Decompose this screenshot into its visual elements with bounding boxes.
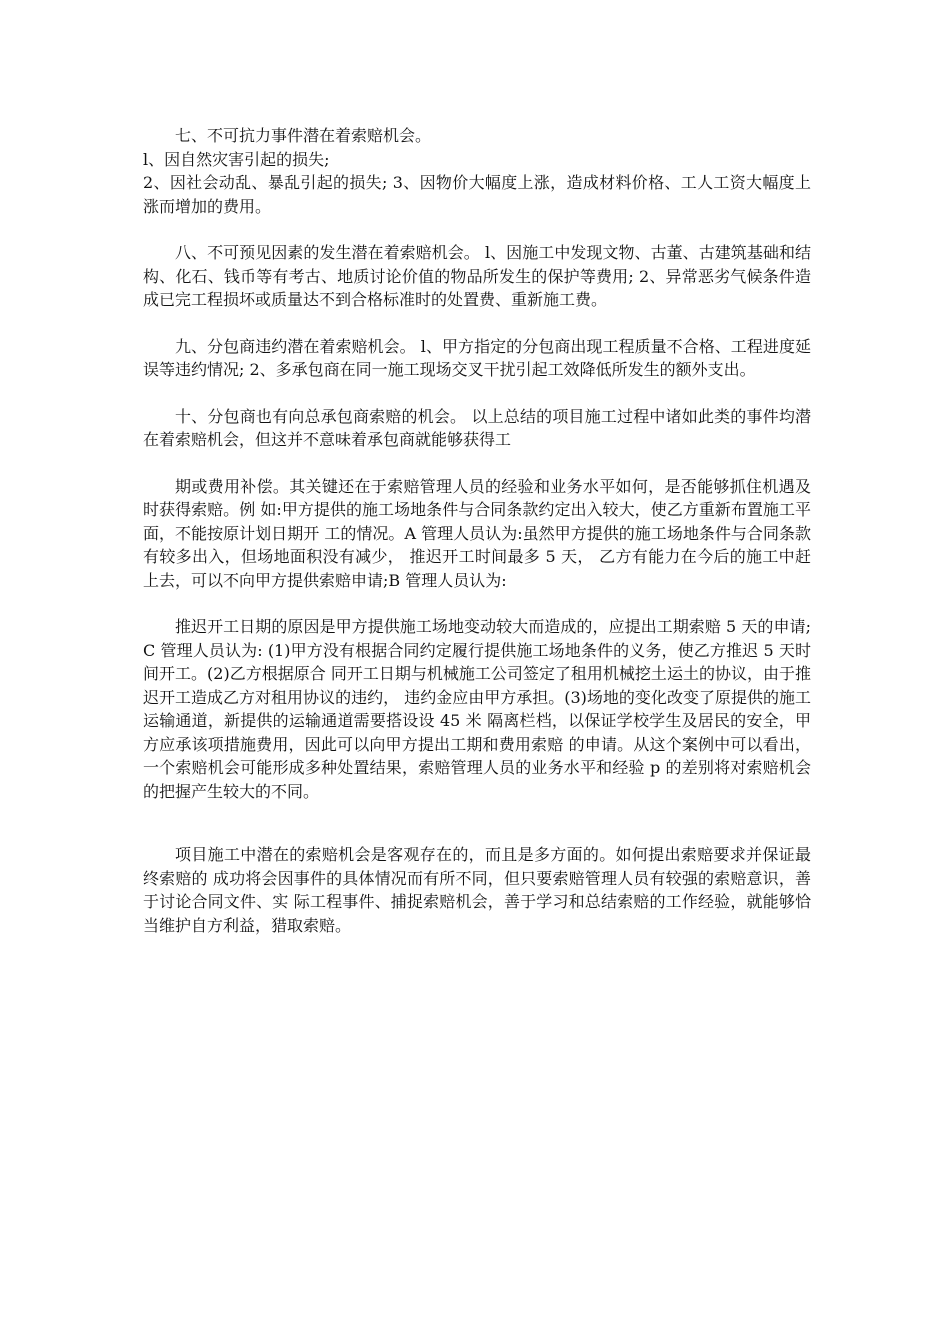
section-7-items-2-3: 2、因社会动乱、暴乱引起的损失; 3、因物价大幅度上涨，造成材料价格、工人工资大幅度上涨而增加的费用。 — [143, 173, 811, 216]
section-8-paragraph: 八、不可预见因素的发生潜在着索赔机会。 l、因施工中发现文物、古董、古建筑基础和结构、化石、钱币等有考古、地质讨论价值的物品所发生的保护等费用; 2、异常恶劣气候条件造成已完工程损坏或质量达不到合格标准时的处置费、重新施工费。 — [143, 243, 811, 309]
delay-paragraph: 推迟开工日期的原因是甲方提供施工场地变动较大而造成的，应提出工期索赔 5 天的申请;C 管理人员认为: (1)甲方没有根据合同约定履行提供施工场地条件的义务，使乙方推迟 5 天时间开工。(2)乙方根据原合 同开工日期与机械施工公司签定了租用机械挖土运土的协议，由于推迟开工造成乙方对租用协议的违约， 违约金应由甲方承担。(3)场地的变化改变了原提供的施工运输通道，新提供的运输通道需要搭设设 45 米 隔离栏档，以保证学校学生及居民的安全，甲方应承该项措施费用，因此可以向甲方提出工期和费用索赔 的申请。从这个案例中可以看出，一个索赔机会可能形成多种处置结果，索赔管理人员的业务水平和经验 p 的差别将对索赔机会的把握产生较大的不同。 — [143, 617, 811, 801]
section-7-heading: 七、不可抗力事件潜在着索赔机会。 — [175, 126, 432, 145]
conclusion-paragraph: 项目施工中潜在的索赔机会是客观存在的，而且是多方面的。如何提出索赔要求并保证最终索赔的 成功将会因事件的具体情况而有所不同，但只要索赔管理人员有较强的索赔意识，善于讨论合同文件、实 际工程事件、捕捉索赔机会，善于学习和总结索赔的工作经验，就能够恰当维护自方利益，猎取索赔。 — [143, 845, 811, 935]
compensation-paragraph: 期或费用补偿。其关键还在于索赔管理人员的经验和业务水平如何，是否能够抓住机遇及时获得索赔。例 如:甲方提供的施工场地条件与合同条款约定出入较大，使乙方重新布置施工平面，不能按原计划日期开 工的情况。A 管理人员认为:虽然甲方提供的施工场地条件与合同条款有较多出入，但场地面积没有减少， 推迟开工时间最多 5 天， 乙方有能力在今后的施工中赶上去，可以不向甲方提供索赔申请;B 管理人员认为: — [143, 476, 811, 590]
document-body — [143, 124, 811, 937]
section-10-paragraph: 十、分包商也有向总承包商索赔的机会。 以上总结的项目施工过程中诸如此类的事件均潜在着索赔机会，但这并不意味着承包商就能够获得工 — [143, 406, 811, 449]
section-7-item-1: l、因自然灾害引起的损失; — [143, 149, 330, 169]
section-9-paragraph: 九、分包商违约潜在着索赔机会。 l、甲方指定的分包商出现工程质量不合格、工程进度延误等违约情况; 2、多承包商在同一施工现场交叉干扰引起工效降低所发生的额外支出。 — [143, 336, 811, 379]
